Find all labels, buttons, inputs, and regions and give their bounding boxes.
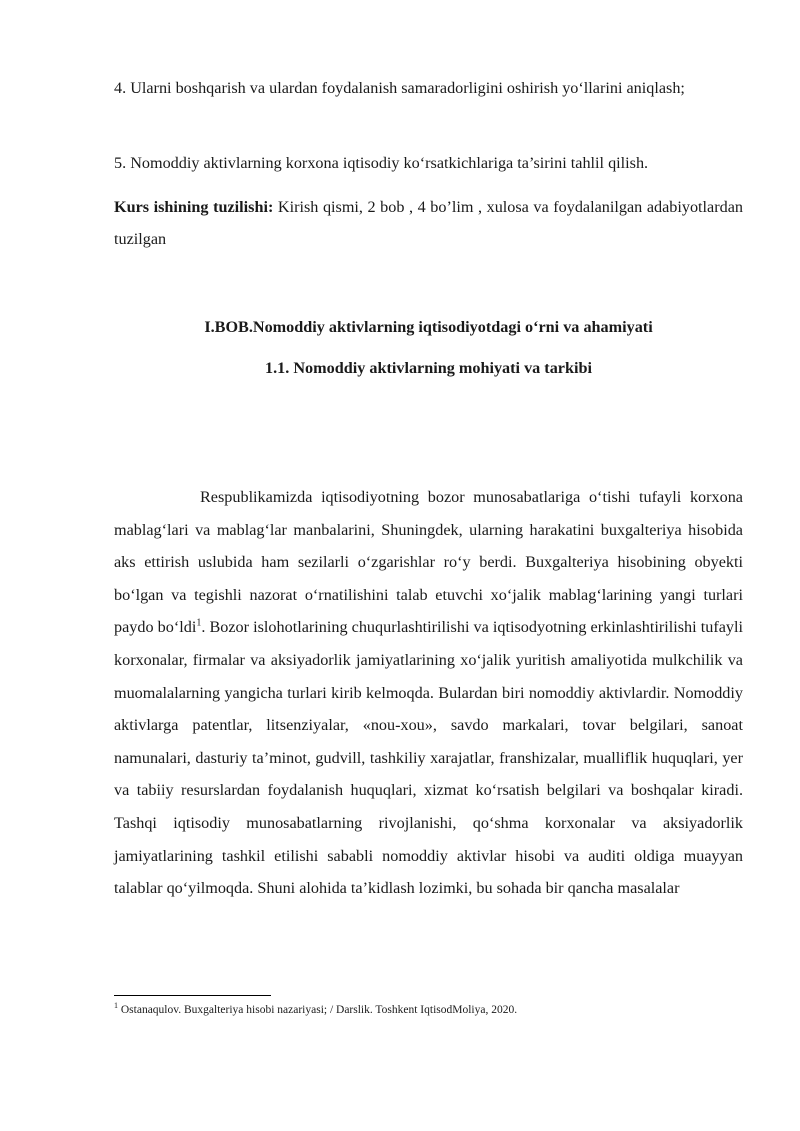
footnote — [114, 1002, 743, 1018]
footnote-marker: 1 — [114, 1001, 118, 1011]
chapter-title: I.BOB.Nomoddiy aktivlarning iqtisodiyotdagi o‘rni va ahamiyati — [204, 318, 653, 336]
body-text-part-1: Respublikamizda iqtisodiyotning bozor munosabatlariga o‘tishi tufayli korxona mablag‘lari va mablag‘lar manbalarini, Shuningdek, ularning harakatini buxgalteriya hisobida aks ettirish uslubida ham sezilarli o‘zgarishlar ro‘y berdi. Buxgalteriya hisobining obyekti bo‘lgan va tegishli nazorat o‘rnatilishini talab etuvchi xo‘jalik mablag‘larining yangi turlari paydo bo‘ldi — [114, 488, 743, 637]
section-title: 1.1. Nomoddiy aktivlarning mohiyati va tarkibi — [265, 359, 592, 377]
footnote-divider — [114, 995, 271, 996]
footnote-reference[interactable]: 1 — [196, 617, 202, 629]
body-text-part-2: . Bozor islohotlarining chuqurlashtirilishi va iqtisodyotning erkinlashtirilishi tufayli korxonalar, firmalar va aksiyadorlik jamiyatlarining xo‘jalik yuritish amaliyotida mulkchilik va muomalalarning yangicha turlari kirib kelmoqda. Bulardan biri nomoddiy aktivlardir. Nomoddiy aktivlarga patentlar, litsenziyalar, «nou-xou», savdo markalari, tovar belgilari, sanoat namunalari, dasturiy ta’minot, gudvill, tashkiliy xarajatlar, franshizalar, mualliflik huquqlari, yer va tabiiy resurslardan foydalanish huquqlari, xizmat ko‘rsatish belgilari va boshqalar kiradi. Tashqi iqtisodiy munosabatlarning rivojlanishi, qo‘shma korxonalar va aksiyadorlik jamiyatlarining tashkil etilishi sababli nomoddiy aktivlar hisobi va auditi oldiga muayyan talablar qo‘yilmoqda. Shuni alohida ta’kidlash lozimki, bu sohada bir qancha masalalar — [114, 618, 743, 898]
course-structure-paragraph — [114, 191, 743, 255]
list-item-4: 4. Ularni boshqarish va ulardan foydalanish samaradorligini oshirish yo‘llarini aniqlash; — [114, 79, 685, 97]
list-item-5: 5. Nomoddiy aktivlarning korxona iqtisodiy ko‘rsatkichlariga ta’sirini tahlil qilish. — [114, 154, 649, 172]
footnote-text: Ostanaqulov. Buxgalteriya hisobi nazariyasi; / Darslik. Toshkent IqtisodMoliya, 2020. — [118, 1004, 518, 1016]
course-structure-label: Kurs ishining tuzilishi: — [114, 198, 274, 216]
body-paragraph — [114, 481, 743, 905]
course-structure-text: Kirish qismi, 2 bob , 4 bo’lim , xulosa va foydalanilgan adabiyotlardan tuzilgan — [114, 198, 744, 248]
